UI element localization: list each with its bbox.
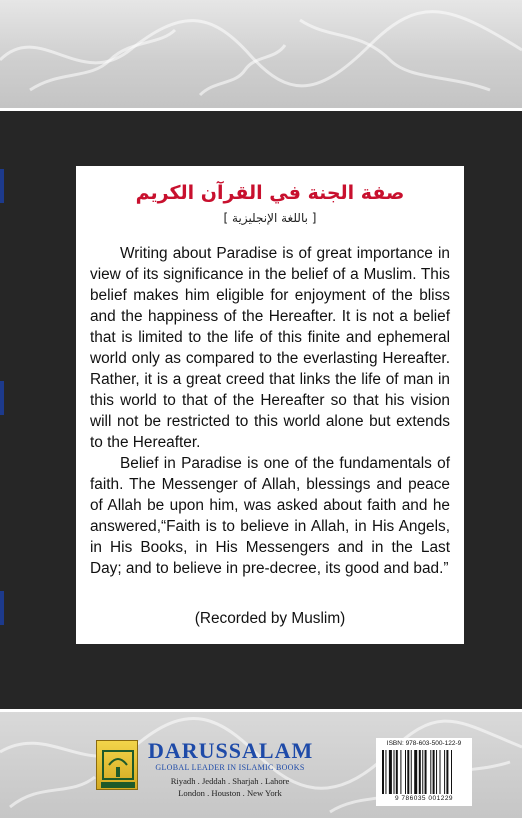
mosque-icon bbox=[97, 741, 139, 791]
barcode-bar bbox=[444, 750, 445, 794]
blurb-paragraph-1: Writing about Paradise is of great importance in view of its significance in the belief of a Muslim. This belief makes him eligible for enjoyment of the bliss and the happiness of the Hereafter. It is not a belief that is limited to the life of this finite and ephemeral world only as compared to the everlasting Hereafter. Rather, it is a great creed that links the life of man in this world to that of the Hereafter so that his vision will not be restricted to this world alone but extends to the Hereafter. bbox=[90, 245, 450, 451]
top-ornament-band bbox=[0, 0, 522, 108]
left-edge-mark bbox=[0, 169, 4, 203]
publisher-cities-line-2: London . Houston . New York bbox=[178, 788, 282, 798]
publisher-name: DARUSSALAM bbox=[148, 738, 314, 763]
barcode-bar bbox=[411, 750, 412, 794]
barcode-bar bbox=[425, 750, 427, 794]
barcode-bar bbox=[446, 750, 448, 794]
barcode-bar bbox=[400, 750, 401, 794]
barcode-bar bbox=[422, 750, 423, 794]
barcode-bar bbox=[440, 750, 441, 794]
barcode-icon bbox=[381, 750, 467, 794]
floral-ornament-top bbox=[0, 0, 522, 108]
blurb-body bbox=[90, 243, 450, 579]
barcode-bar bbox=[394, 750, 395, 794]
blurb-paragraph-2: Belief in Paradise is one of the fundamentals of faith. The Messenger of Allah, blessings and peace of Allah be upon him, was asked about faith and he answered,“Faith is to believe in Allah, in His Angels, in His Books, in His Messengers and in the Last Day; and to believe in pre-decree, its good and bad.” bbox=[90, 455, 450, 577]
arabic-title: صفة الجنة في القرآن الكريم bbox=[135, 182, 405, 204]
barcode-bar bbox=[405, 750, 406, 794]
blurb-panel bbox=[76, 166, 464, 644]
barcode-bar bbox=[414, 750, 417, 794]
isbn-label: ISBN: 978-603-500-122-9 bbox=[386, 740, 462, 747]
barcode-bar bbox=[451, 750, 452, 794]
barcode-bar bbox=[436, 750, 437, 794]
barcode-block bbox=[376, 738, 472, 806]
arabic-subtitle: [ باللغة الإنجليزية ] bbox=[223, 211, 317, 225]
barcode-bar bbox=[396, 750, 398, 794]
publisher-tagline: GLOBAL LEADER IN ISLAMIC BOOKS bbox=[155, 763, 305, 772]
barcode-bar bbox=[382, 750, 384, 794]
barcode-bar bbox=[389, 750, 392, 794]
publisher-cities-line-1: Riyadh . Jeddah . Sharjah . Lahore bbox=[170, 776, 290, 786]
citation: (Recorded by Muslim) bbox=[194, 610, 346, 627]
barcode-bar bbox=[433, 750, 435, 794]
publisher-logo bbox=[96, 740, 138, 790]
barcode-bar bbox=[385, 750, 386, 794]
barcode-bar bbox=[430, 750, 431, 794]
left-edge-mark bbox=[0, 591, 4, 625]
barcode-bar bbox=[419, 750, 421, 794]
barcode-bar bbox=[407, 750, 409, 794]
barcode-number: 9 786035 001229 bbox=[394, 795, 454, 802]
left-edge-mark bbox=[0, 381, 4, 415]
